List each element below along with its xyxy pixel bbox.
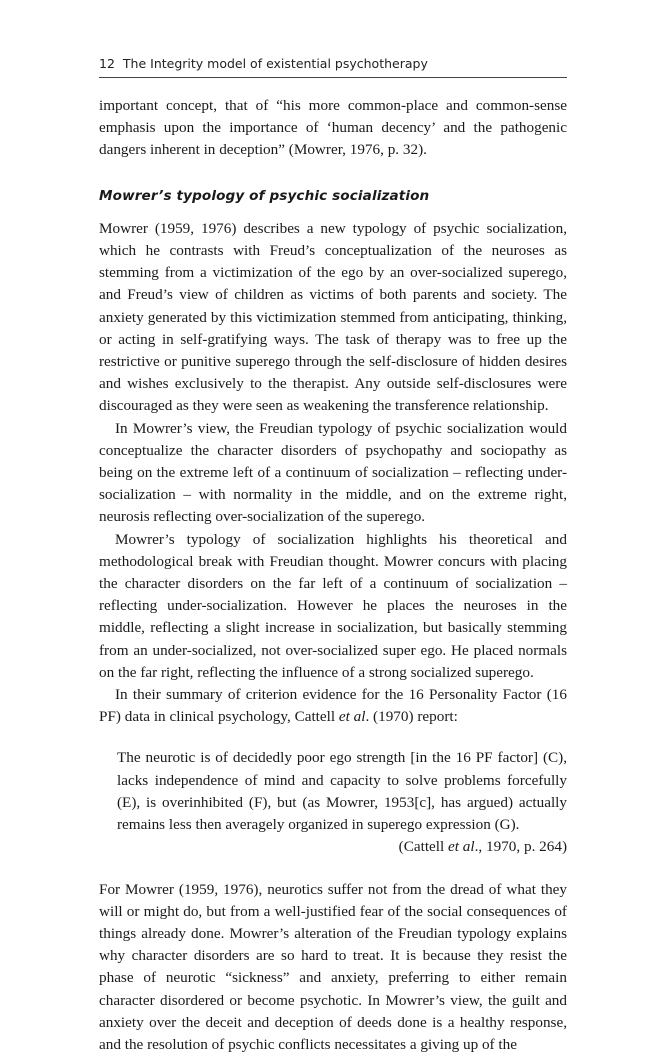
paragraph-4-etal: et al — [339, 708, 366, 725]
block-quote — [117, 747, 567, 858]
paragraph-4-text-b: . (1970) report: — [365, 708, 457, 725]
paragraph-1: Mowrer (1959, 1976) describes a new typology of psychic socialization, which he contrasts with Freud’s conceptualization of the neuroses as stemming from a victimization of the ego by an over-socialized superego, and Freud’s view of children as victims of both parents and society. The anxiety generated by this victimization stemmed from anticipating, thinking, or acting in self-gratifying ways. The task of therapy was to free up the restrictive or punitive superego through the self-disclosure of hidden desires and wishes exclusively to the therapist. Any outside self-disclosures were discouraged as they were seen as weakening the transference relationship. — [99, 218, 567, 418]
page-number: 12 — [99, 56, 115, 71]
running-title: The Integrity model of existential psychotherapy — [123, 56, 428, 71]
section-heading: Mowrer’s typology of psychic socialization — [99, 185, 567, 207]
quote-text: The neurotic is of decidedly poor ego strength [in the 16 PF factor] (C), lacks independence of mind and capacity to solve problems forcefully (E), is overinhibited (F), but (as Mowrer, 1953[c], has argued) actually remains less then averagely organized in superego expression (G). — [117, 747, 567, 836]
paragraph-3: Mowrer’s typology of socialization highlights his theoretical and methodological break with Freudian thought. Mowrer concurs with placing the character disorders on the far left of a continuum of socialization – reflecting under-socialization. However he places the neuroses in the middle, reflecting a slight increase in socialization, but basically stemming from an under-socialized, not over-socialized super ego. He placed normals on the far right, reflecting the influence of a strong socialized superego. — [99, 529, 567, 684]
paragraph-continued: important concept, that of “his more common-place and common-sense emphasis upon the importance of ‘human decency’ and the pathogenic dangers inherent in deception” (Mowrer, 1976, p. 32). — [99, 95, 567, 162]
citation-text-b: ., 1970, p. 264) — [475, 838, 567, 855]
running-header — [99, 56, 567, 78]
quote-citation — [117, 836, 567, 858]
paragraph-4-text-a: In their summary of criterion evidence for the 16 Personality Factor (16 PF) data in clinical psychology, Cattell — [99, 686, 567, 725]
paragraph-5: For Mowrer (1959, 1976), neurotics suffer not from the dread of what they will or might do, but from a well-justified fear of the social consequences of things already done. Mowrer’s alteration of the Freudian typology explains why character disorders are so hard to treat. It is because they resist the phase of neurotic “sickness” and anxiety, preferring to either remain character disordered or become psychotic. In Mowrer’s view, the guilt and anxiety over the deceit and deception of deeds done is a healthy response, and the resolution of psychic conflicts necessitates a giving up of the — [99, 879, 567, 1056]
paragraph-2: In Mowrer’s view, the Freudian typology of psychic socialization would conceptualize the character disorders of psychopathy and sociopathy as being on the extreme left of a continuum of socialization – reflecting under-socialization – with normality in the middle, and on the extreme right, neurosis reflecting over-socialization of the superego. — [99, 418, 567, 529]
body-text — [99, 95, 567, 1056]
paragraph-4 — [99, 684, 567, 728]
citation-etal: et al — [448, 838, 475, 855]
citation-text-a: (Cattell — [399, 838, 448, 855]
